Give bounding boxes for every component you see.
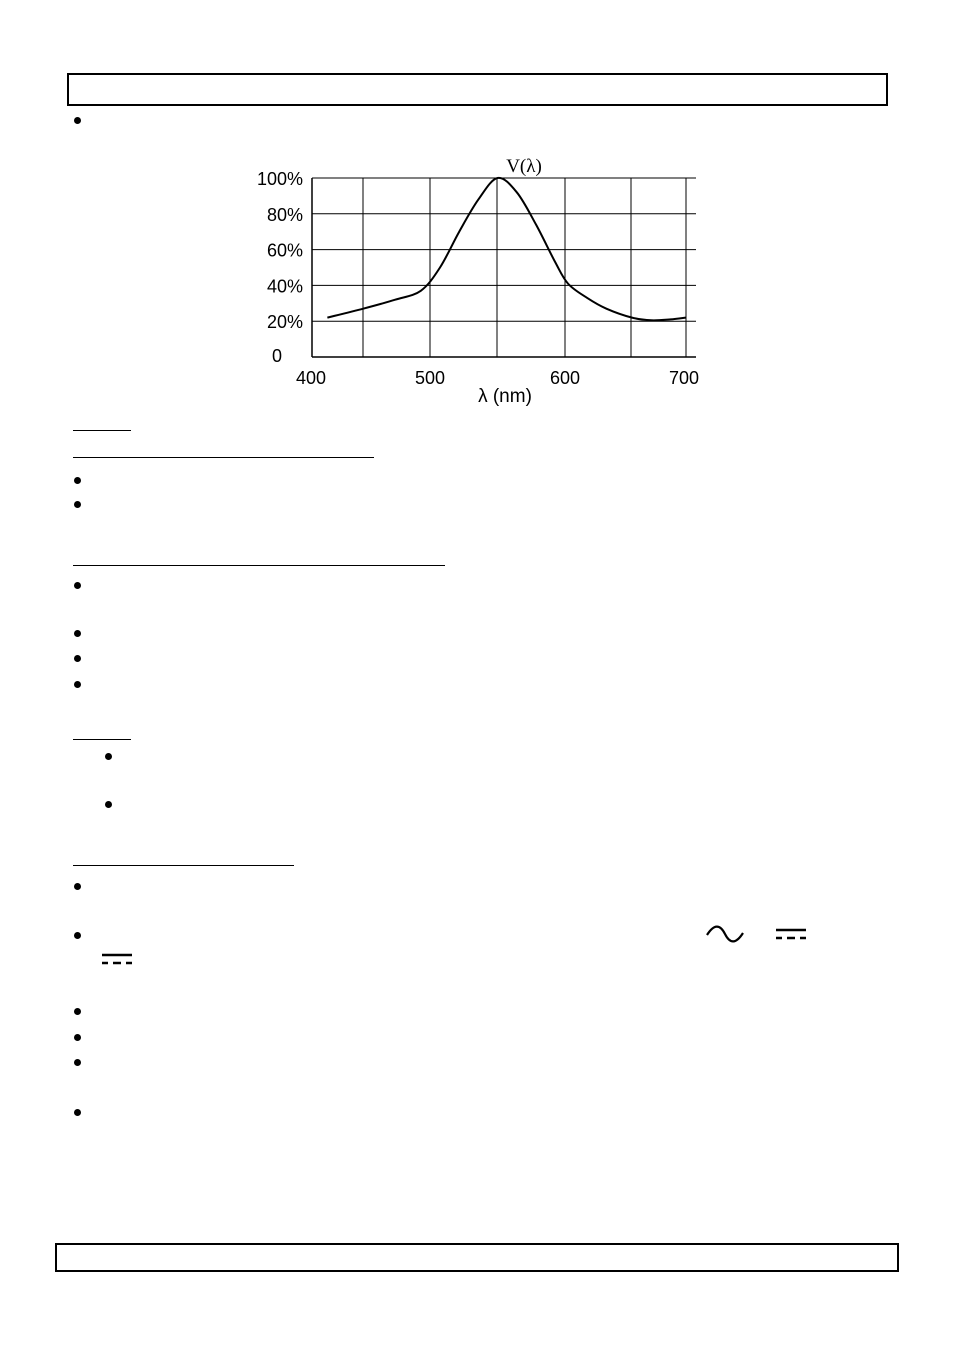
- chart-grid: [312, 178, 696, 357]
- bullet: [74, 681, 81, 688]
- x-tick-label: 600: [549, 368, 581, 388]
- y-tick-label: 0: [271, 346, 282, 366]
- bullet: [105, 801, 112, 808]
- x-tick-labels: [296, 368, 699, 388]
- ac-symbol-icon: [705, 924, 745, 944]
- bullet: [74, 1034, 81, 1041]
- footer-box: [55, 1243, 899, 1272]
- bullet: [105, 753, 112, 760]
- y-tick-label: 80%: [266, 204, 303, 225]
- y-tick-label: 60%: [266, 240, 303, 261]
- bullet: [74, 1109, 81, 1116]
- dc-symbol-icon: [775, 927, 807, 943]
- heading-underline: [73, 430, 131, 431]
- bullet: [74, 582, 81, 589]
- x-tick-label: 500: [414, 368, 446, 388]
- subheading-underline: [73, 457, 374, 458]
- x-axis-label: λ (nm): [478, 386, 532, 407]
- bullet: [74, 883, 81, 890]
- bullet: [74, 630, 81, 637]
- y-tick-label: 100%: [256, 169, 303, 189]
- bullet: [74, 501, 81, 508]
- chart-axes: [312, 178, 696, 357]
- bullet: [74, 932, 81, 939]
- x-tick-label: 700: [668, 368, 700, 388]
- x-tick-label: 400: [295, 368, 327, 388]
- bullet: [74, 1008, 81, 1015]
- subheading-underline: [73, 865, 294, 866]
- subheading-underline: [73, 565, 445, 566]
- y-tick-label: 20%: [266, 312, 303, 333]
- bullet: [74, 477, 81, 484]
- bullet: [74, 655, 81, 662]
- bullet: [74, 1059, 81, 1066]
- y-tick-labels: [257, 169, 303, 366]
- dc-symbol-icon: [101, 952, 133, 968]
- heading-underline: [73, 739, 131, 740]
- y-tick-label: 40%: [266, 276, 303, 297]
- luminosity-chart: [0, 0, 954, 420]
- chart-title: V(λ): [506, 156, 542, 177]
